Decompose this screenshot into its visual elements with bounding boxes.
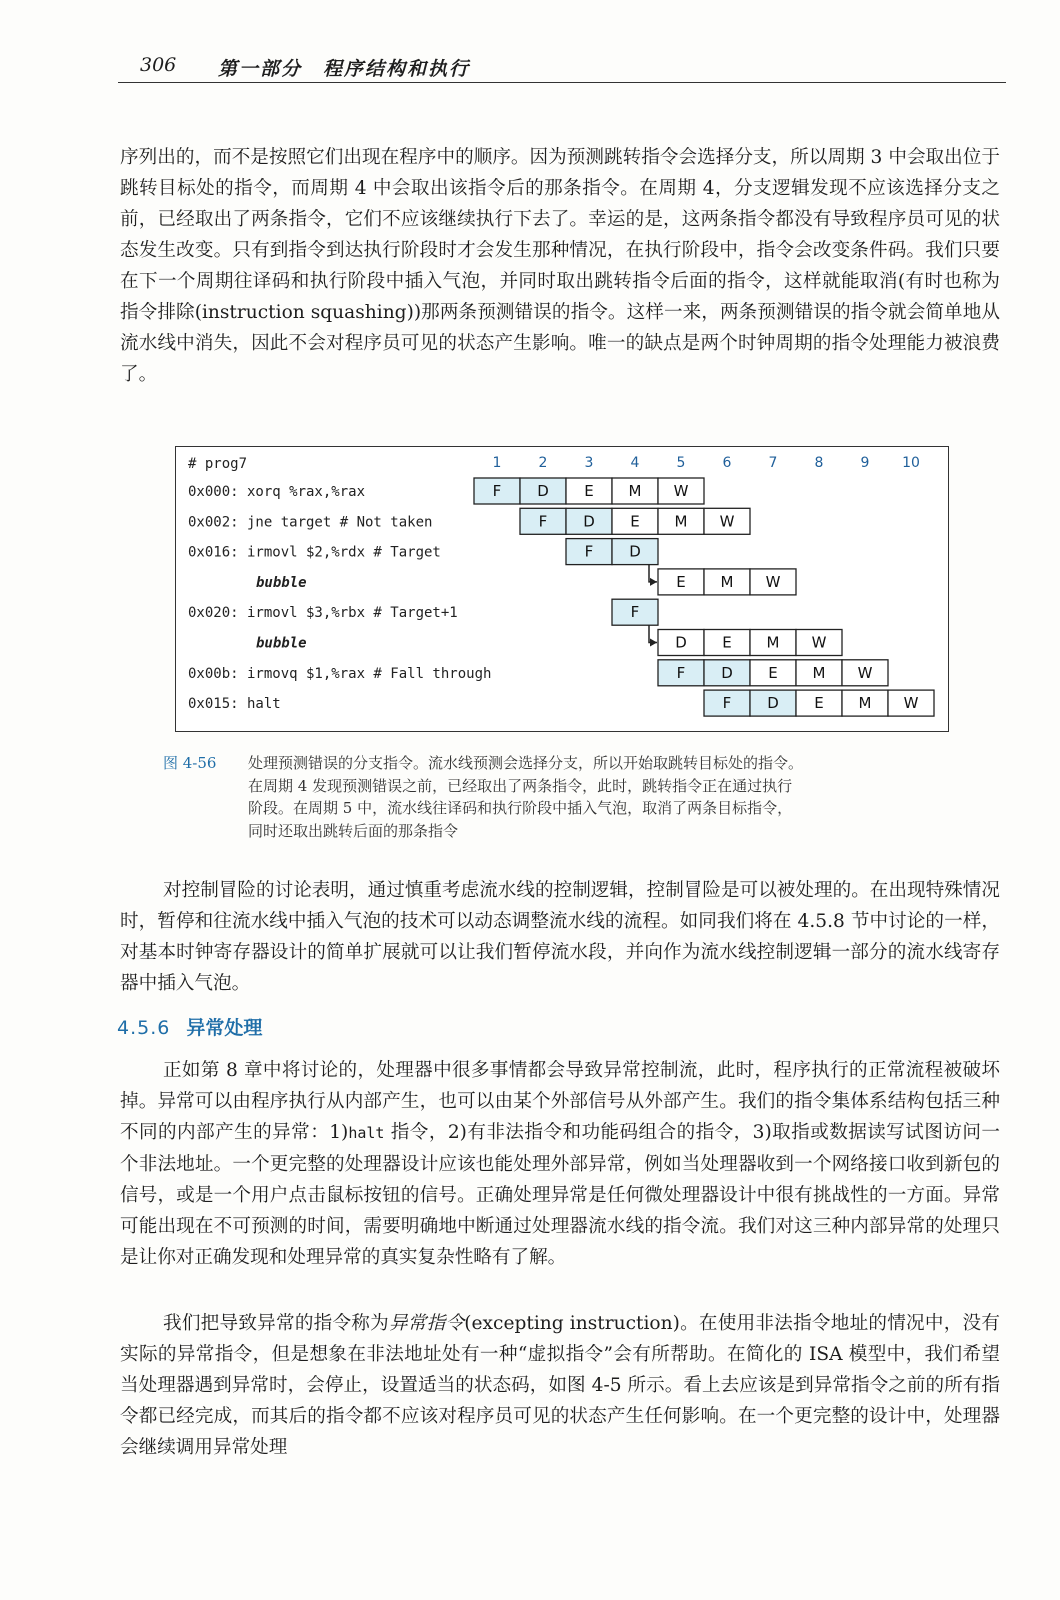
stage-label: M [812,663,826,682]
running-title: 第一部分 程序结构和执行 [218,58,471,80]
text-run: 正如第 8 章中将讨论的，处理器中很多事情都会导致异常控制流，此时，程序执行的正常流程被破坏掉。异常可以由程序执行从内部产生，也可以由某个外部信号从外部产生。我们的指令集体系结构包括三种不同的内部产生的异常：1) [120,1060,1000,1143]
page-number: 306 [140,54,177,76]
stage-label: D [629,542,641,561]
instruction-label: 0x002: jne target # Not taken [188,514,433,531]
stage-label: D [537,482,549,500]
stage-label: D [675,633,687,652]
stage-label: M [674,512,688,531]
cycle-number: 10 [902,455,920,471]
paragraph-2: 对控制冒险的讨论表明，通过慎重考虑流水线的控制逻辑，控制冒险是可以被处理的。在出现特殊情况时，暂停和往流水线中插入气泡的技术可以动态调整流水线的流程。如同我们将在 4.5.8 节中讨论的一样，对基本时钟寄存器设计的简单扩展就可以让我们暂停流水段，并向作为流水线控制逻辑一部分的流水线寄存器中插入气泡。 [120,880,1000,994]
cycle-number: 9 [860,455,870,471]
paragraph-1: 序列出的，而不是按照它们出现在程序中的顺序。因为预测跳转指令会选择分支，所以周期 3 中会取出位于跳转目标处的指令，而周期 4 中会取出该指令后的那条指令。在周期 4，分支逻辑发现不应该选择分支之前，已经取出了两条指令，它们不应该继续执行下去了。幸运的是，这两条指令都没有导致程序员可见的状态发生改变。只有到指令到达执行阶段时才会发生那种情况，在执行阶段中，指令会改变条件码。我们只要在下一个周期往译码和执行阶段中插入气泡，并同时取出跳转指令后面的指令，这样就能取消(有时也称为指令排除(instruction squashing))那两条预测错误的指令。这样一来，两条预测错误的指令就会简单地从流水线中消失，因此不会对程序员可见的状态产生影响。唯一的缺点是两个时钟周期的指令处理能力被浪费了。 [120,147,1000,385]
bubble-label: bubble [256,574,307,591]
cycle-number: 1 [492,455,502,471]
instruction-label: 0x020: irmovl $3,%rbx # Target+1 [188,605,458,622]
cycle-number: 6 [722,455,732,471]
stage-label: F [492,482,502,500]
stage-label: W [811,633,827,652]
stage-label: E [722,633,732,652]
stage-label: E [768,663,778,682]
section-title: 异常处理 [186,1017,263,1039]
section-number: 4.5.6 [117,1017,171,1039]
stage-label: W [903,694,919,713]
stage-label: F [538,512,548,531]
stage-label: W [673,482,689,500]
bubble-label: bubble [256,635,307,652]
stage-label: W [719,512,735,531]
stage-label: E [630,512,640,531]
stage-label: D [583,512,595,531]
arrow-head [650,639,657,647]
cycle-number: 8 [814,455,824,471]
text-run: 我们把导致异常的指令称为 [163,1313,389,1334]
inline-code: halt [348,1124,385,1142]
page-header [118,50,1006,83]
caption-line: 阶段。在周期 5 中，流水线往译码和执行阶段中插入气泡，取消了两条目标指令， [248,799,793,817]
text-run: 指令，2)有非法指令和功能码组合的指令，3)取指或数据读写试图访问一个非法地址。一个更完整的处理器设计应该也能处理外部异常，例如当处理器收到一个网络接口收到新包的信号，或是一个用户点击鼠标按钮的信号。正确处理异常是任何微处理器设计中很有挑战性的一方面。异常可能出现在不可预测的时间，需要明确地中断通过处理器流水线的指令流。我们对这三种内部异常的处理只是让你对正确发现和处理异常的真实复杂性略有了解。 [120,1122,1000,1268]
stage-label: W [765,572,781,591]
instruction-label: 0x000: xorq %rax,%rax [188,484,366,500]
arrow-head [650,578,657,586]
cycle-number: 3 [584,455,594,471]
stage-label: E [676,572,686,591]
section-heading [117,1013,262,1040]
stage-label: F [584,542,594,561]
emphasized-term: 异常指令 [388,1313,465,1334]
stage-label: W [857,663,873,682]
instruction-label: 0x015: halt [188,696,281,713]
stage-label: M [628,482,642,500]
stage-label: E [814,694,824,713]
stage-label: M [858,694,872,713]
cycle-number: 5 [676,455,686,471]
caption-line: 在周期 4 发现预测错误之前，已经取出了两条指令，此时，跳转指令正在通过执行 [248,776,793,795]
program-label: # prog7 [188,456,248,472]
figure-number: 图 4-56 [163,754,217,772]
stage-label: M [720,572,734,591]
cycle-number: 7 [768,455,778,471]
stage-label: F [630,603,640,622]
cycle-number: 4 [630,455,640,471]
stage-label: F [722,694,732,713]
stage-label: F [676,663,686,682]
caption-line: 处理预测错误的分支指令。流水线预测会选择分支，所以开始取跳转目标处的指令。 [248,754,804,772]
instruction-label: 0x016: irmovl $2,%rdx # Target [188,544,441,561]
stage-label: E [584,482,594,500]
paragraph-4 [120,1308,1000,1463]
caption-text [248,752,978,842]
text-run: (excepting instruction)。在使用非法指令地址的情况中，没有实际的异常指令，但是想象在非法地址处有一种“虚拟指令”会有所帮助。在简化的 ISA 模型中，我们希望当处理器遇到异常时，会停止，设置适当的状态码，如图 4-5 所示。看上去应该是到异常指令之前的所有指令都已经完成，而其后的指令都不应该对程序员可见的状态产生任何影响。在一个更完整的设计中，处理器会继续调用异常处理 [120,1313,1000,1458]
stage-label: D [767,694,779,713]
instruction-label: 0x00b: irmovq $1,%rax # Fall through [188,665,492,682]
paragraph-3 [120,1055,1000,1273]
pipeline-diagram [175,446,949,732]
stage-label: M [766,633,780,652]
stage-label: D [721,663,733,682]
cycle-number: 2 [538,455,548,471]
caption-line: 同时还取出跳转后面的那条指令 [248,821,459,840]
pipeline-svg [176,447,948,731]
